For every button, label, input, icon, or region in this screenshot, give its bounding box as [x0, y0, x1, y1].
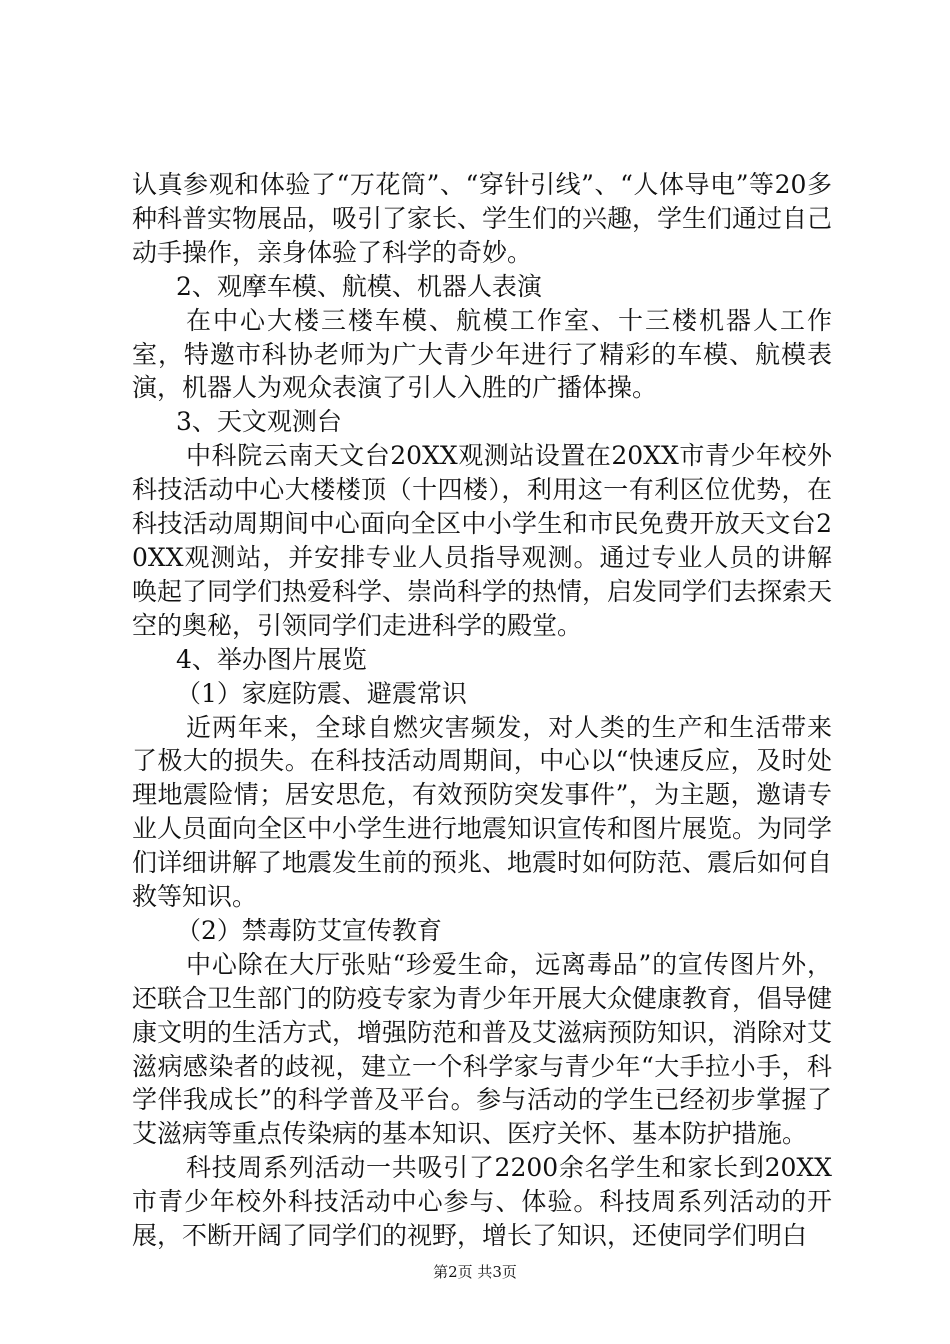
paragraph-anti-drug: 中心除在大厅张贴“珍爱生命，远离毒品”的宣传图片外，还联合卫生部门的防疫专家为青少年开展大众健康教育，倡导健康文明的生活方式，增强防范和普及艾滋病预防知识，消除对艾滋病感染者的歧视，建立一个科学家与青少年“大手拉小手，科学伴我成长”的科学普及平台。参与活动的学生已经初步掌握了艾滋病等重点传染病的基本知识、医疗关怀、基本防护措施。: [132, 949, 833, 1149]
section-heading-3: 3、天文观测台: [176, 407, 342, 437]
paragraph-observatory: 中科院云南天文台20XX观测站设置在20XX市青少年校外科技活动中心大楼楼顶（十四楼），利用这一有利区位优势，在科技活动周期间中心面向全区中小学生和市民免费开放天文台20XX观测站，并安排专业人员指导观测。通过专业人员的讲解唤起了同学们热爱科学、崇尚科学的热情，启发同学们去探索天空的奥秘，引领同学们走进科学的殿堂。: [132, 441, 833, 640]
paragraph-model-shows: 在中心大楼三楼车模、航模工作室、十三楼机器人工作室，特邀市科协老师为广大青少年进行了精彩的车模、航模表演，机器人为观众表演了引人入胜的广播体操。: [132, 305, 832, 403]
section-heading-4: 4、举办图片展览: [176, 644, 367, 674]
document-body: [132, 168, 832, 1253]
paragraph-continuation: 认真参观和体验了“万花筒”、“穿针引线”、“人体导电”等20多种科普实物展品，吸引了家长、学生们的兴趣，学生们通过自己动手操作，亲身体验了科学的奇妙。: [132, 170, 833, 267]
subsection-heading-1: （1）家庭防震、避震常识: [176, 678, 467, 708]
subsection-heading-2: （2）禁毒防艾宣传教育: [176, 915, 442, 945]
page-footer: 第2页 共3页: [433, 1263, 517, 1281]
section-heading-2: 2、观摩车模、航模、机器人表演: [176, 271, 542, 301]
paragraph-earthquake: 近两年来，全球自燃灾害频发，对人类的生产和生活带来了极大的损失。在科技活动周期间，中心以“快速反应，及时处理地震险情；居安思危，有效预防突发事件”，为主题，邀请专业人员面向全区中小学生进行地震知识宣传和图片展览。为同学们详细讲解了地震发生前的预兆、地震时如何防范、震后如何自救等知识。: [132, 712, 833, 912]
paragraph-summary: 科技周系列活动一共吸引了2200余名学生和家长到20XX市青少年校外科技活动中心参与、体验。科技周系列活动的开展，不断开阔了同学们的视野，增长了知识，还使同学们明白: [132, 1153, 832, 1251]
